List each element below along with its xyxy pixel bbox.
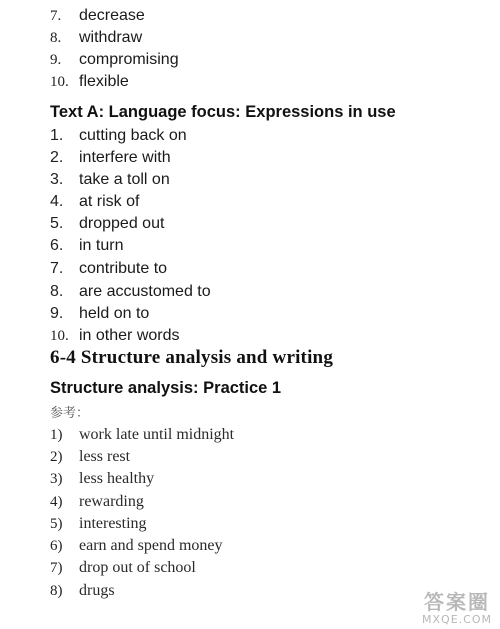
item-text: flexible (79, 73, 129, 90)
item-number: 3) (50, 471, 63, 487)
item-text: compromising (79, 51, 179, 68)
item-text: rewarding (79, 493, 144, 510)
list-item (0, 235, 480, 257)
section-title: 6-4 Structure analysis and writing (50, 347, 334, 368)
list-item (0, 258, 480, 280)
list-item (0, 125, 480, 147)
item-number: 2. (50, 149, 64, 166)
list-item (0, 325, 480, 347)
item-number: 8. (50, 283, 64, 300)
list-item (0, 5, 480, 27)
subsection-heading: Structure analysis: Practice 1 (50, 379, 282, 397)
list-item (0, 446, 480, 468)
item-number: 2) (50, 449, 63, 465)
item-text: interesting (79, 515, 147, 532)
item-text: less rest (79, 448, 131, 465)
site-watermark (422, 592, 492, 625)
item-text: contribute to (79, 260, 168, 277)
item-number: 1) (50, 427, 63, 443)
list-item (0, 71, 480, 93)
item-text: decrease (79, 7, 145, 24)
reference-note: 参考： (50, 406, 90, 421)
item-text: interfere with (79, 149, 171, 166)
item-number: 6) (50, 538, 63, 554)
item-number: 10. (50, 74, 69, 90)
item-number: 9. (50, 52, 62, 68)
item-text: held on to (79, 305, 150, 322)
item-text: earn and spend money (79, 537, 223, 554)
list-item (0, 213, 480, 235)
item-text: are accustomed to (79, 283, 211, 300)
list-item (0, 424, 480, 446)
item-text: drop out of school (79, 559, 196, 576)
item-number: 4. (50, 193, 64, 210)
item-number: 5. (50, 215, 64, 232)
item-number: 6. (50, 237, 64, 254)
list-item (0, 513, 480, 535)
item-text: less healthy (79, 470, 155, 487)
list-item (0, 468, 480, 490)
list-item (0, 303, 480, 325)
watermark-domain: MXQE.COM (422, 613, 492, 626)
section-heading: Text A: Language focus: Expressions in use (50, 103, 396, 121)
list-item (0, 27, 480, 49)
list-item (0, 191, 480, 213)
item-text: drugs (79, 582, 115, 599)
item-number: 5) (50, 516, 63, 532)
item-text: dropped out (79, 215, 165, 232)
item-number: 8. (50, 30, 62, 46)
item-number: 7. (50, 8, 62, 24)
item-number: 3. (50, 171, 64, 188)
item-number: 8) (50, 583, 63, 599)
list-item (0, 491, 480, 513)
watermark-logo-text: 答案圈 (424, 590, 491, 614)
item-number: 10. (50, 328, 69, 344)
item-text: work late until midnight (79, 426, 235, 443)
item-number: 9. (50, 305, 64, 322)
item-text: take a toll on (79, 171, 170, 188)
list-item (0, 147, 480, 169)
list-item (0, 535, 480, 557)
list-item (0, 169, 480, 191)
list-item (0, 557, 480, 579)
item-number: 7) (50, 560, 63, 576)
list-item (0, 580, 480, 602)
item-text: in turn (79, 237, 124, 254)
item-number: 1. (50, 127, 64, 144)
item-text: at risk of (79, 193, 140, 210)
list-item (0, 49, 480, 71)
item-text: cutting back on (79, 127, 187, 144)
list-item (0, 281, 480, 303)
item-text: withdraw (79, 29, 143, 46)
item-number: 4) (50, 494, 63, 510)
item-number: 7. (50, 260, 64, 277)
item-text: in other words (79, 327, 180, 344)
